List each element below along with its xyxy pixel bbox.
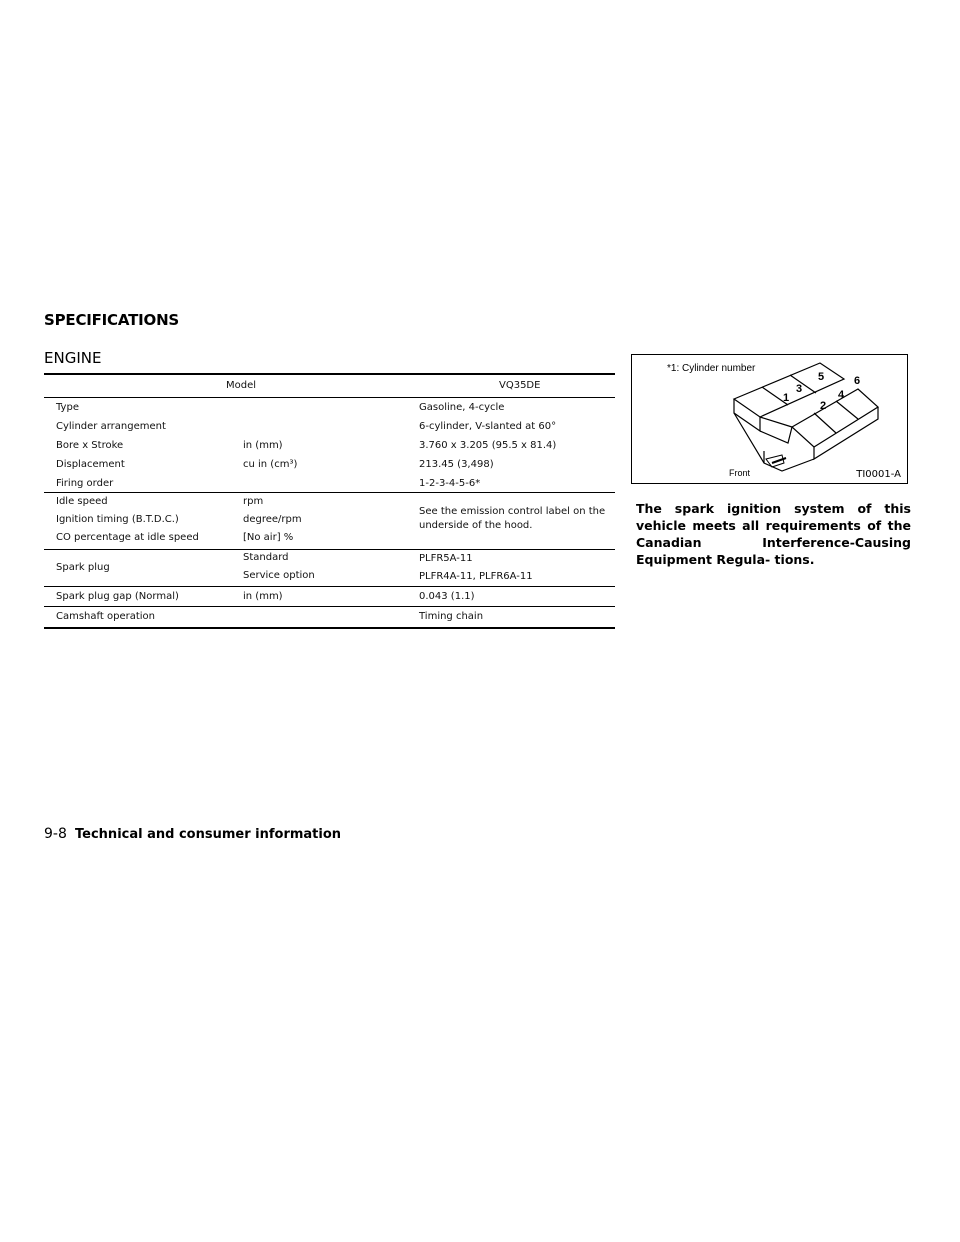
- page-number: 9-8: [44, 826, 67, 842]
- row-label: Bore x Stroke: [56, 440, 124, 451]
- figure-code: TI0001-A: [856, 469, 901, 480]
- cylinder-number-5: 5: [818, 371, 825, 383]
- section-title: SPECIFICATIONS: [44, 311, 180, 329]
- row-unit: in (mm): [243, 591, 283, 602]
- row-unit: cu in (cm³): [243, 459, 298, 470]
- row-unit: in (mm): [243, 440, 283, 451]
- row-value: 6-cylinder, V-slanted at 60°: [419, 421, 557, 432]
- table-header: [44, 375, 615, 398]
- table-row: [44, 607, 615, 627]
- cylinder-number-6: 6: [854, 375, 861, 387]
- row-label: Firing order: [56, 478, 114, 489]
- table-row: [44, 436, 615, 455]
- table-row: [44, 398, 615, 417]
- row-unit: degree/rpm: [243, 514, 302, 525]
- figure-caption: *1: Cylinder number: [667, 363, 756, 374]
- row-value: PLFR4A-11, PLFR6A-11: [419, 571, 533, 582]
- row-value: 3.760 x 3.205 (95.5 x 81.4): [419, 440, 557, 451]
- row-label: Spark plug gap (Normal): [56, 591, 179, 602]
- row-label: Cylinder arrangement: [56, 421, 166, 432]
- cylinder-number-4: 4: [838, 389, 845, 401]
- engine-spec-table: [44, 373, 615, 629]
- row-label: Camshaft operation: [56, 611, 155, 622]
- cylinder-number-3: 3: [796, 383, 803, 395]
- row-value: 1-2-3-4-5-6*: [419, 478, 481, 489]
- table-row: [44, 417, 615, 436]
- row-value: Timing chain: [419, 611, 484, 622]
- row-label: Displacement: [56, 459, 125, 470]
- table-row-group-emission: [44, 493, 615, 550]
- row-label: Spark plug: [56, 562, 110, 573]
- table-row: [44, 474, 615, 493]
- canadian-compliance-notice: The spark ignition system of this vehicle meets all requirements of the Canadian Interference-Causing Equipment Regula- tions.: [636, 501, 911, 567]
- row-unit: rpm: [243, 496, 264, 507]
- row-unit: Standard: [243, 552, 289, 563]
- header-model: Model: [226, 380, 257, 391]
- page-footer: [44, 826, 341, 842]
- table-row: [44, 455, 615, 474]
- cylinder-number-1: 1: [783, 392, 790, 404]
- row-label: Idle speed: [56, 496, 108, 507]
- row-label: Ignition timing (B.T.D.C.): [56, 514, 179, 525]
- cylinder-number-2: 2: [820, 400, 827, 412]
- row-value: Gasoline, 4-cycle: [419, 402, 505, 413]
- engine-title: ENGINE: [44, 349, 102, 367]
- row-label: CO percentage at idle speed: [56, 532, 199, 543]
- row-label: Type: [56, 402, 79, 413]
- emission-note: See the emission control label on the underside of the hood.: [419, 506, 606, 531]
- front-label: Front: [729, 468, 751, 478]
- row-value: PLFR5A-11: [419, 553, 473, 564]
- row-unit: [No air] %: [243, 532, 294, 543]
- chapter-title: Technical and consumer information: [75, 827, 342, 842]
- table-row: [44, 587, 615, 607]
- row-value: 0.043 (1.1): [419, 591, 475, 602]
- row-unit: Service option: [243, 570, 315, 581]
- table-row-group-spark: [44, 550, 615, 587]
- row-value: 213.45 (3,498): [419, 459, 494, 470]
- cylinder-diagram: [631, 354, 908, 484]
- engine-block-drawing: [632, 355, 907, 483]
- header-engine: VQ35DE: [499, 380, 541, 391]
